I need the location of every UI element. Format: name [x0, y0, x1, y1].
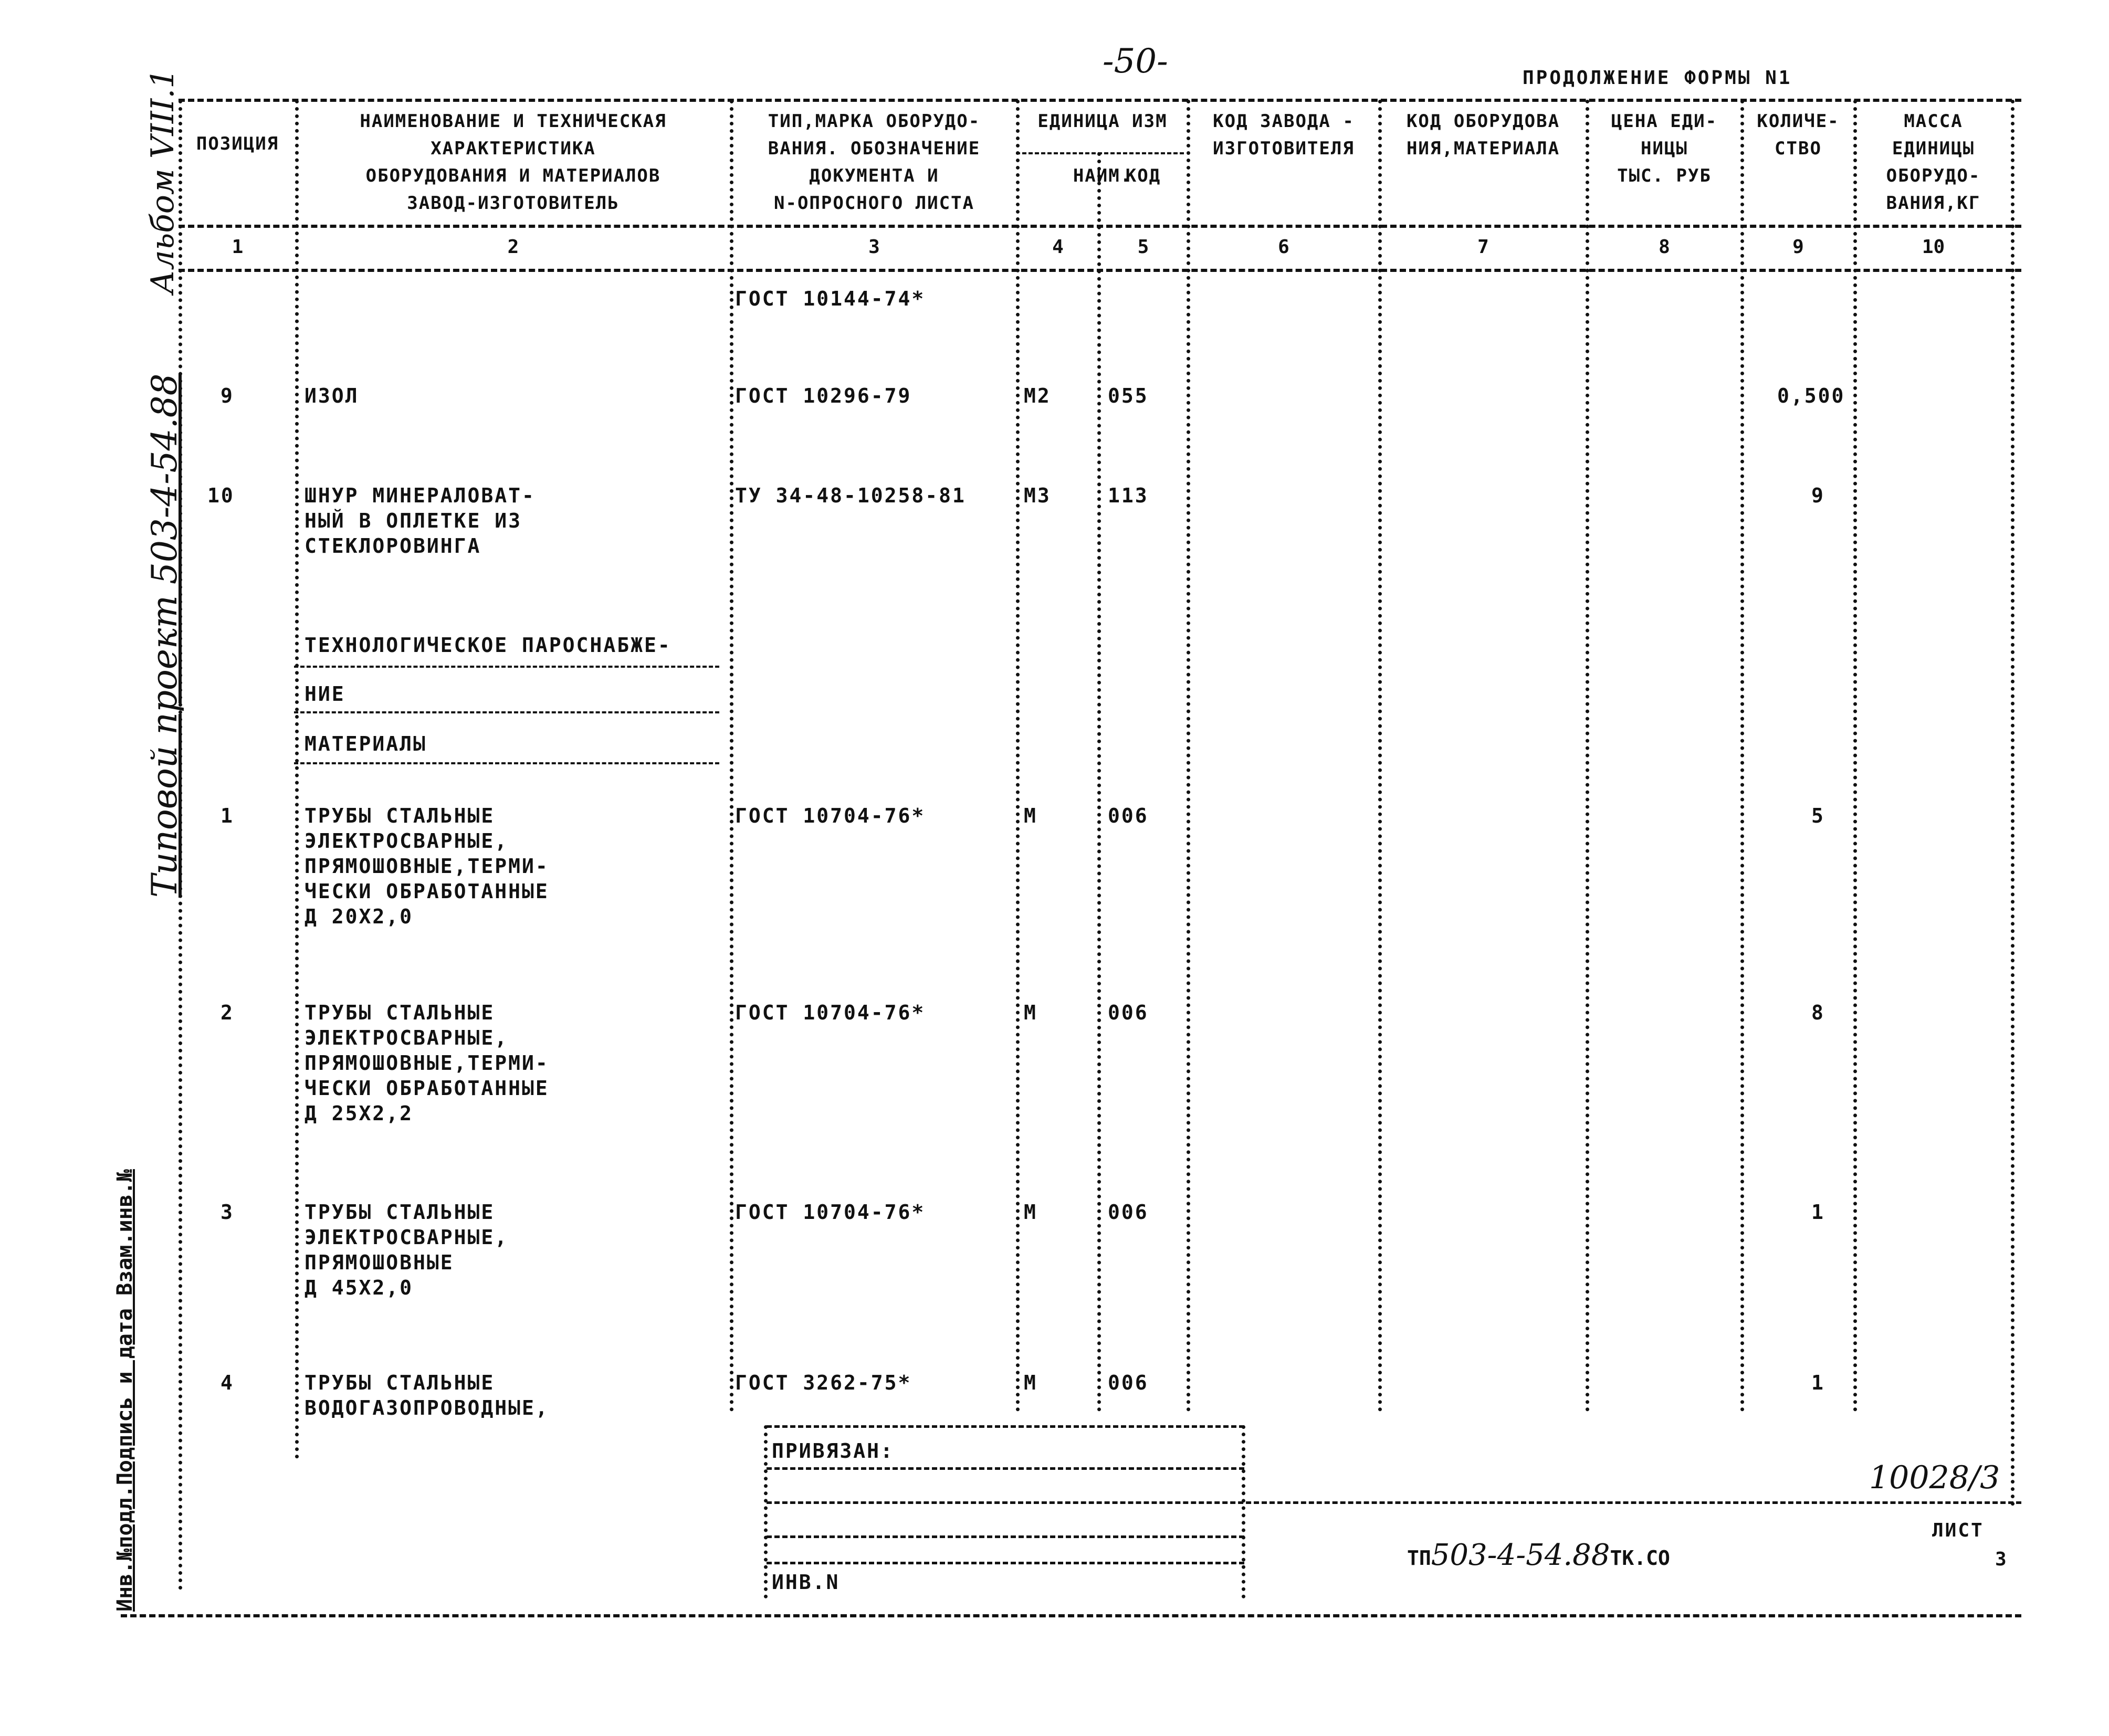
row-7-doc: ГОСТ 10704-76*	[735, 1001, 926, 1024]
footer-drawing-code	[1407, 1538, 1670, 1572]
section-heading-steam-cont: НИЕ	[305, 682, 345, 706]
album-label: Альбом VIII.1	[144, 68, 181, 294]
row-7-qty: 8	[1811, 1001, 1825, 1024]
project-label: Типовой проект 503-4-54.88	[144, 373, 185, 898]
colnum-1: 1	[232, 236, 244, 258]
colnum-2: 2	[507, 236, 519, 258]
col-line-0	[179, 100, 182, 1591]
row-2-code: 113	[1108, 484, 1149, 507]
page-bottom-rule	[121, 1614, 2021, 1617]
header-position: ПОЗИЦИЯ	[196, 133, 279, 154]
colnum-10: 10	[1922, 236, 1945, 258]
page-number: -50-	[1103, 42, 1168, 81]
section-heading-materials: МАТЕРИАЛЫ	[305, 732, 427, 755]
header-equipment-code: КОД ОБОРУДОВА НИЯ,МАТЕРИАЛА	[1406, 111, 1560, 159]
section-rule-3	[294, 762, 719, 764]
row-1-doc: ГОСТ 10296-79	[735, 384, 912, 407]
row-8-code: 006	[1108, 1201, 1149, 1224]
row-2-doc: ТУ 34-48-10258-81	[735, 484, 966, 507]
row-6-unit: М	[1024, 804, 1037, 827]
colnum-6: 6	[1278, 236, 1289, 258]
col-line-6	[1378, 100, 1382, 1412]
section-rule-1	[294, 666, 719, 668]
colnum-5: 5	[1137, 236, 1149, 258]
row-8-qty: 1	[1811, 1201, 1825, 1224]
stamp-label: Инв.№подл.Подпись и дата Взам.инв.№	[113, 1169, 137, 1612]
row-1-code: 055	[1108, 384, 1149, 407]
row-7-name: ТРУБЫ СТАЛЬНЫЕ ЭЛЕКТРОСВАРНЫЕ, ПРЯМОШОВНЫЕ,ТЕРМИ- ЧЕСКИ ОБРАБОТАННЫЕ Д 25Х2,2	[305, 1001, 549, 1125]
footer-tied-label: ПРИВЯЗАН:	[772, 1439, 894, 1463]
header-price: ЦЕНА ЕДИ- НИЦЫ ТЫС. РУБ	[1611, 111, 1718, 186]
colnum-4: 4	[1052, 236, 1064, 258]
row-7-pos: 2	[221, 1001, 234, 1024]
col-line-7	[1586, 100, 1589, 1412]
row-6-qty: 5	[1811, 804, 1825, 827]
row-1-name: ИЗОЛ	[305, 384, 359, 407]
row-7-unit: М	[1024, 1001, 1037, 1024]
footer-line-right	[1242, 1425, 1245, 1598]
row-8-pos: 3	[221, 1201, 234, 1224]
col-line-3	[1016, 100, 1020, 1412]
row-8-unit: М	[1024, 1201, 1037, 1224]
header-type: ТИП,МАРКА ОБОРУДО- ВАНИЯ. ОБОЗНАЧЕНИЕ ДОКУМЕНТА И N-ОПРОСНОГО ЛИСТА	[768, 111, 981, 214]
row-0-doc: ГОСТ 10144-74*	[735, 287, 926, 310]
row-6-doc: ГОСТ 10704-76*	[735, 804, 926, 827]
colnum-3: 3	[868, 236, 880, 258]
row-7-code: 006	[1108, 1001, 1149, 1024]
header-unit-code: КОД	[1125, 165, 1161, 186]
row-9-pos: 4	[221, 1371, 234, 1394]
footer-code-suffix: ТК.СО	[1610, 1546, 1670, 1570]
row-1-qty: 0,500	[1777, 384, 1845, 407]
col-line-10	[2011, 100, 2014, 1507]
footer-sheet-number: 3	[1995, 1549, 2007, 1570]
col-line-5	[1187, 100, 1190, 1412]
col-line-1	[295, 100, 299, 1459]
continuation-title: ПРОДОЛЖЕНИЕ ФОРМЫ N1	[1523, 67, 1792, 89]
footer-inv-label: ИНВ.N	[772, 1571, 840, 1594]
row-9-qty: 1	[1811, 1371, 1825, 1394]
footer-rule-2	[767, 1467, 1244, 1470]
footer-code-prefix: ТП	[1407, 1546, 1431, 1570]
row-1-pos: 9	[221, 384, 234, 407]
header-mass: МАССА ЕДИНИЦЫ ОБОРУДО- ВАНИЯ,КГ	[1886, 111, 1981, 214]
footer-doc-number: 10028/3	[1869, 1459, 2000, 1496]
section-rule-2	[294, 711, 719, 713]
footer-code-hand: 503-4-54.88	[1431, 1538, 1610, 1572]
colnum-9: 9	[1792, 236, 1804, 258]
header-name: НАИМЕНОВАНИЕ И ТЕХНИЧЕСКАЯ ХАРАКТЕРИСТИКА ОБОРУДОВАНИЯ И МАТЕРИАЛОВ ЗАВОД-ИЗГОТОВИТЕЛЬ	[360, 111, 667, 214]
row-2-qty: 9	[1811, 484, 1825, 507]
row-2-name: ШНУР МИНЕРАЛОВАТ- НЫЙ В ОПЛЕТКЕ ИЗ СТЕКЛОРОВИНГА	[305, 484, 536, 557]
footer-rule-top	[767, 1425, 1244, 1428]
footer-rule-5	[767, 1562, 1244, 1564]
row-6-name: ТРУБЫ СТАЛЬНЫЕ ЭЛЕКТРОСВАРНЫЕ, ПРЯМОШОВНЫЕ,ТЕРМИ- ЧЕСКИ ОБРАБОТАННЫЕ Д 20Х2,0	[305, 804, 549, 928]
row-8-doc: ГОСТ 10704-76*	[735, 1201, 926, 1224]
footer-line-left	[764, 1425, 768, 1598]
header-quantity: КОЛИЧЕ- СТВО	[1757, 111, 1840, 159]
row-9-name: ТРУБЫ СТАЛЬНЫЕ ВОДОГАЗОПРОВОДНЫЕ,	[305, 1371, 549, 1419]
row-1-unit: М2	[1024, 384, 1051, 407]
row-6-code: 006	[1108, 804, 1149, 827]
footer-rule-3	[767, 1501, 2021, 1504]
row-9-code: 006	[1108, 1371, 1149, 1394]
col-line-9	[1853, 100, 1857, 1412]
header-unit-name: ЕДИНИЦА ИЗМ НАИМ.	[1037, 111, 1168, 186]
row-2-pos: 10	[207, 484, 235, 507]
footer-rule-4	[767, 1535, 1244, 1538]
col-line-2	[730, 100, 733, 1412]
row-9-unit: М	[1024, 1371, 1037, 1394]
row-8-name: ТРУБЫ СТАЛЬНЫЕ ЭЛЕКТРОСВАРНЫЕ, ПРЯМОШОВНЫЕ Д 45Х2,0	[305, 1201, 509, 1299]
footer-sheet-label: ЛИСТ	[1932, 1520, 1984, 1541]
table-top-rule	[179, 99, 2021, 102]
row-2-unit: М3	[1024, 484, 1051, 507]
row-9-doc: ГОСТ 3262-75*	[735, 1371, 912, 1394]
colnum-7: 7	[1477, 236, 1489, 258]
row-6-pos: 1	[221, 804, 234, 827]
colnum-8: 8	[1659, 236, 1670, 258]
col-line-8	[1740, 100, 1744, 1412]
section-heading-steam: ТЕХНОЛОГИЧЕСКОЕ ПАРОСНАБЖЕ-	[305, 634, 671, 657]
header-plant-code: КОД ЗАВОДА - ИЗГОТОВИТЕЛЯ	[1213, 111, 1355, 159]
col-line-4	[1097, 152, 1101, 1412]
